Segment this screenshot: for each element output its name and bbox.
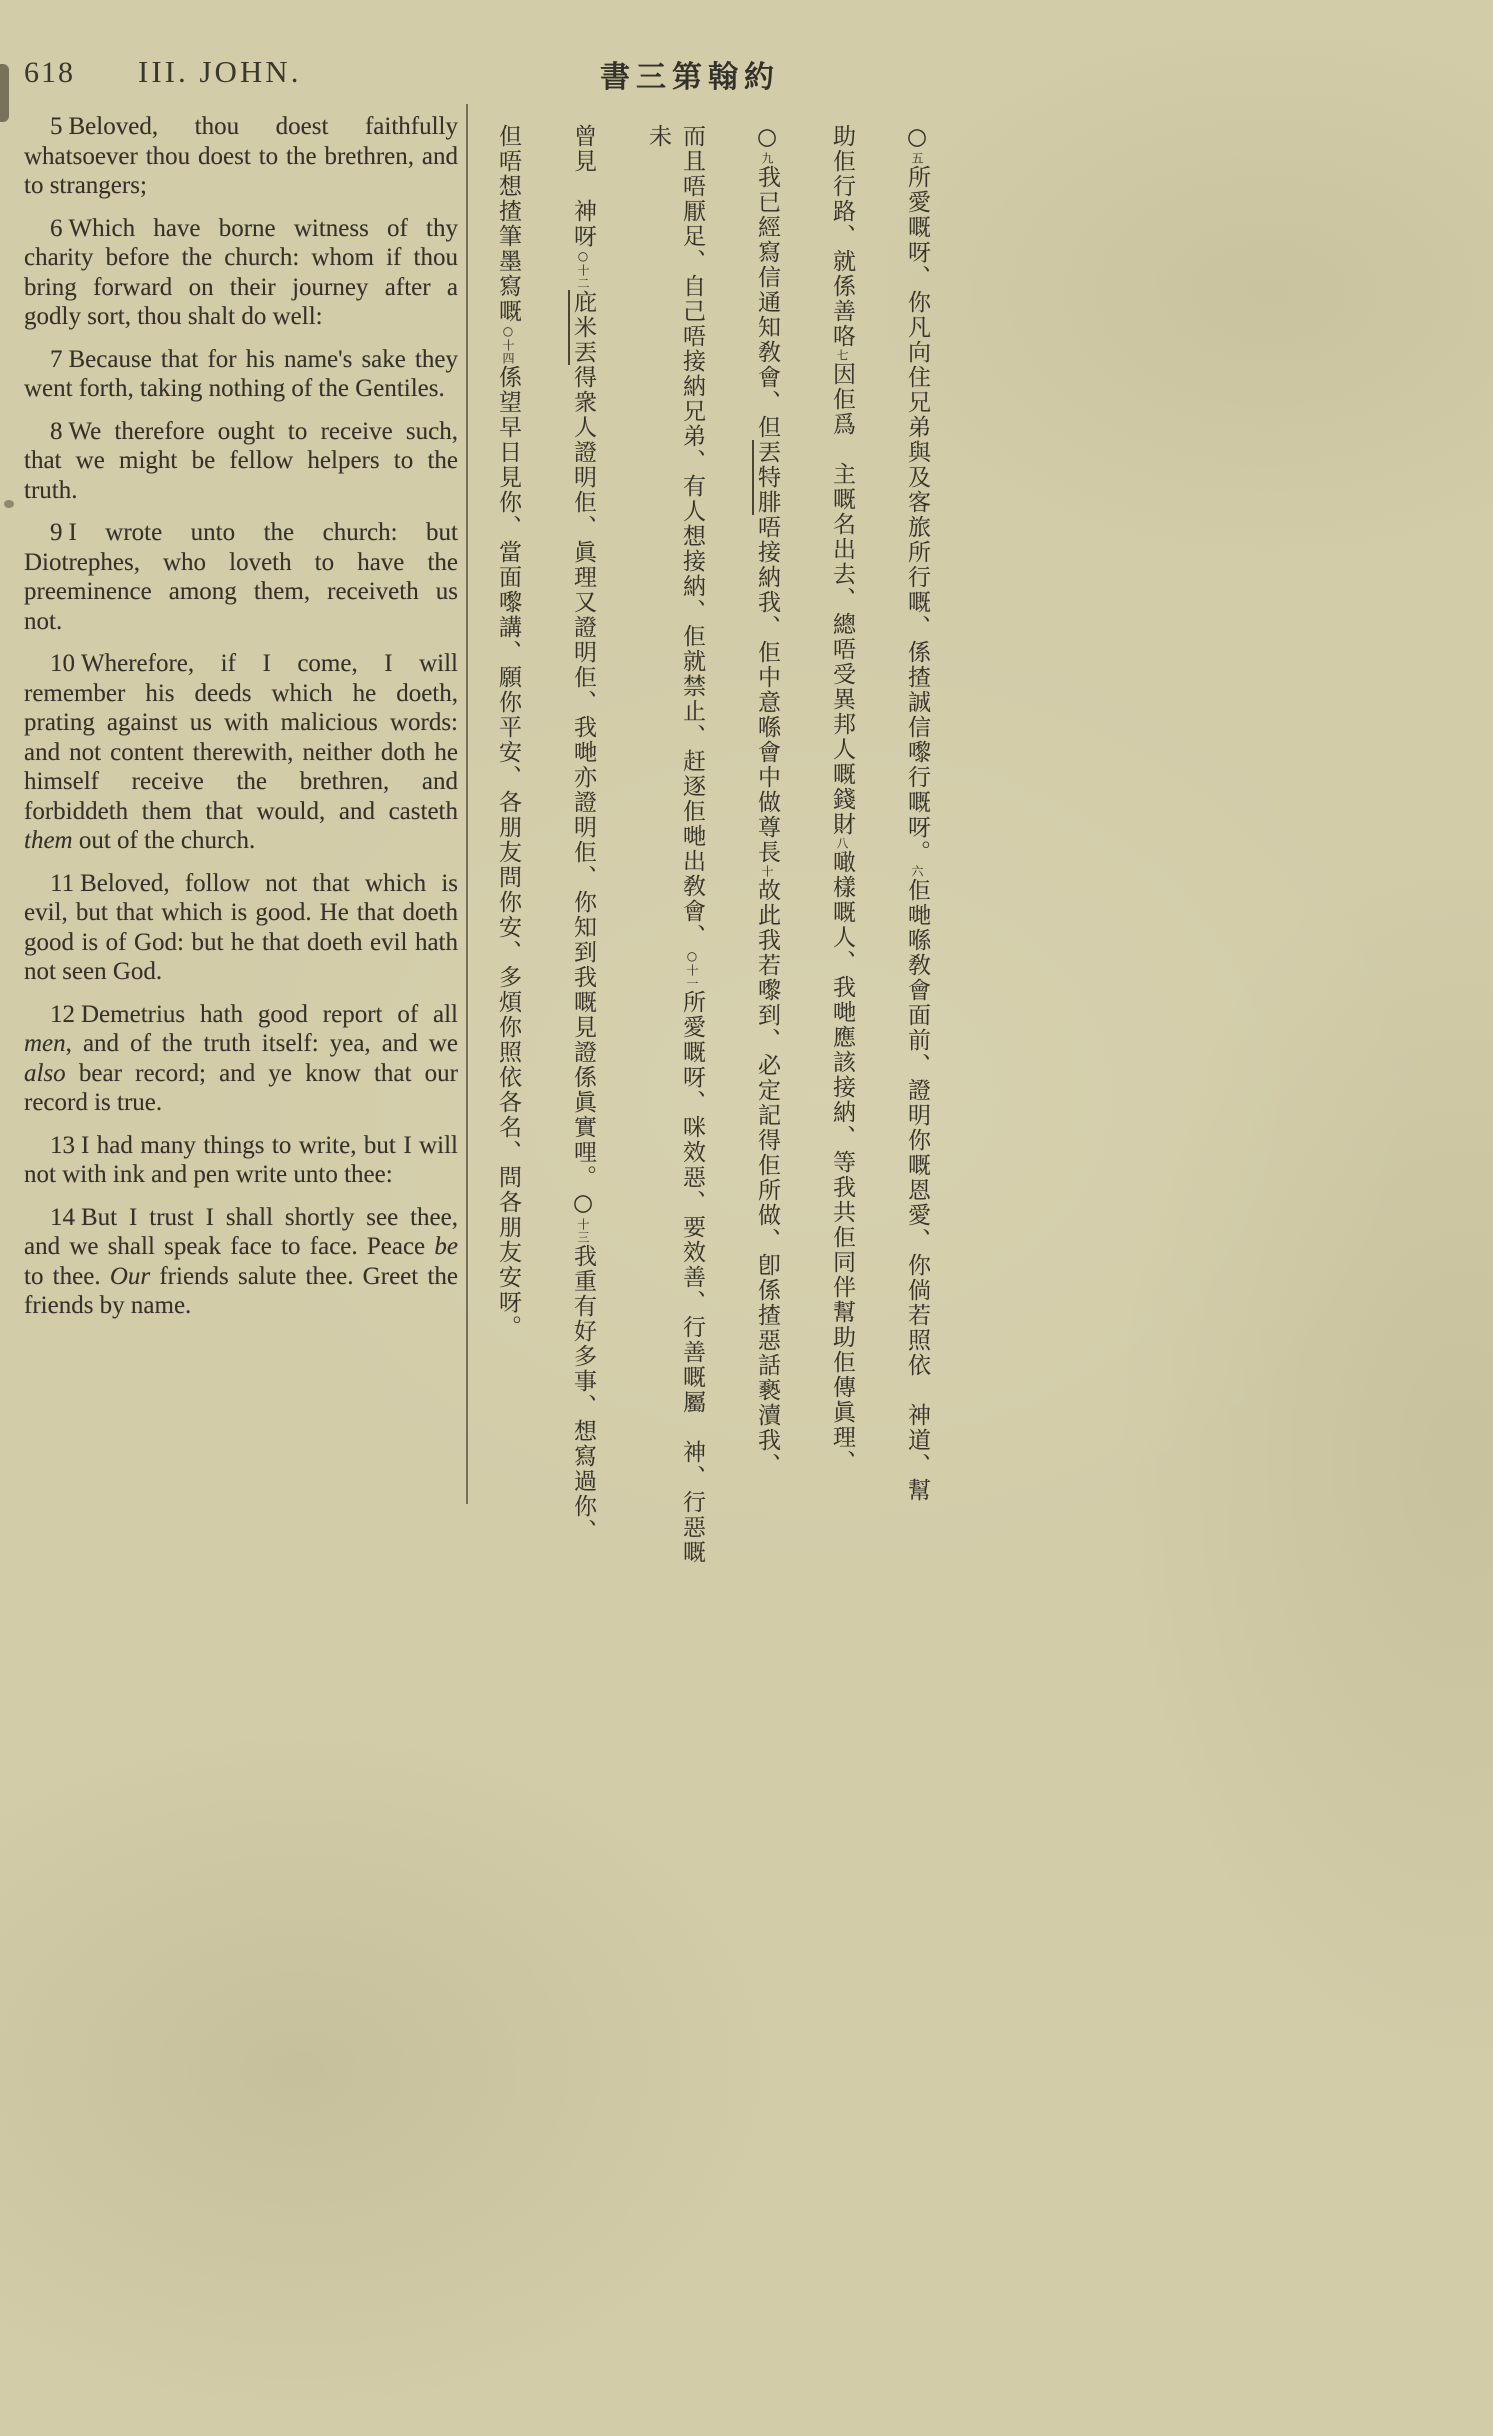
chinese-column: [641, 124, 709, 1584]
verse-paragraph: [24, 345, 458, 404]
chinese-text-run: 我重有好多事、想寫過你、: [570, 1244, 596, 1544]
chinese-text-run: 所愛嘅呀、你凡向住兄弟與及客旅所行嘅、係揸誠信嚟行嘅呀。: [904, 165, 930, 865]
chinese-text-run: 因佢爲 主嘅名出去、總唔受異邦人嘅錢財: [829, 362, 855, 837]
ink-smudge: [0, 64, 9, 122]
chinese-column: [825, 124, 859, 1584]
chinese-text-run: 唔接納我、佢中意喺會中做尊長: [754, 515, 780, 865]
verse-number-marker: 六: [910, 865, 924, 878]
verse-text: Beloved, thou doest faithfully whatsoever thou doest to the brethren, and to strangers;: [24, 113, 458, 199]
verse-number-marker: 七: [835, 349, 849, 362]
chinese-text-run: 曾見 神呀: [570, 124, 596, 249]
ink-smudge: [4, 500, 14, 508]
verse-number-marker: ○十四: [501, 324, 515, 365]
verse-paragraph: [24, 417, 458, 506]
verse-number: 12: [50, 1000, 75, 1028]
chinese-text-run: ○: [904, 124, 930, 152]
verse-number: 5: [50, 113, 63, 140]
proper-name: 丟特腓: [754, 440, 780, 515]
verse-text: But I trust I shall shortly see thee, and we shall speak face to face. Peace be to thee. Our friends salute thee. Greet the friends by name.: [24, 1203, 458, 1319]
page-number: 618: [24, 56, 75, 89]
verse-number: 7: [50, 345, 63, 373]
chinese-text-run: ○: [754, 124, 780, 152]
chinese-column: [750, 124, 784, 1584]
verse-number-marker: 十: [760, 865, 774, 878]
verse-text: Which have borne witness of thy charity before the church: whom if thou bring forward on their journey after a godly sort, thou shalt do well:: [24, 214, 458, 330]
verse-paragraph: [24, 1131, 458, 1190]
verse-paragraph: [24, 518, 458, 636]
verse-number: 11: [50, 869, 75, 897]
chinese-text-run: 得衆人證明佢、眞理又證明佢、我哋亦證明佢、你知到我嘅見證係眞實哩。○: [570, 365, 596, 1218]
verse-number: 6: [50, 214, 63, 242]
verse-paragraph: [24, 214, 458, 332]
verse-text: We therefore ought to receive such, that we might be fellow helpers to the truth.: [24, 417, 458, 504]
chinese-text-run: 我已經寫信通知敎會、但: [754, 165, 780, 440]
verse-paragraph: [24, 1203, 458, 1321]
header-title-english: III. JOHN.: [138, 54, 302, 89]
verse-number-marker: 九: [760, 152, 774, 165]
chinese-text-run: 佢哋喺敎會面前、證明你嘅恩愛、你倘若照依 神道、幫: [904, 878, 930, 1503]
chinese-text-run: 助佢行路、就係善咯: [829, 124, 855, 349]
chinese-column: [566, 124, 600, 1584]
chinese-column: [491, 124, 525, 1584]
verse-number: 8: [50, 417, 63, 445]
header-title-chinese: 書三第翰約: [600, 60, 780, 95]
column-divider: [466, 104, 468, 1504]
chinese-text-run: 而且唔厭足、自己唔接納兄弟、有人想接納、佢就禁止、赶逐佢哋出敎會、: [679, 124, 705, 949]
chinese-text-column: [478, 124, 934, 1584]
verse-number-marker: ○十一: [685, 949, 699, 990]
verse-text: Demetrius hath good report of all men, and of the truth itself: yea, and we also bear record; and ye know that our record is true.: [24, 1000, 458, 1116]
chinese-text-run: 故此我若嚟到、必定記得佢所做、卽係揸惡話褻瀆我、: [754, 878, 780, 1478]
verse-text: Beloved, follow not that which is evil, but that which is good. He that doeth good is of God: but he that doeth evil hath not seen God.: [24, 869, 458, 985]
verse-text: Because that for his name's sake they went forth, taking nothing of the Gentiles.: [24, 345, 458, 402]
verse-number: 13: [50, 1131, 75, 1159]
verse-number-marker: 五: [910, 152, 924, 165]
proper-name: 庇米丟: [570, 290, 596, 365]
verse-paragraph: [24, 112, 458, 201]
verse-text: I wrote unto the church: but Diotrephes, who loveth to have the preeminence among them, receiveth us not.: [24, 519, 458, 635]
verse-number-marker: 八: [835, 837, 849, 850]
chinese-text-run: 噉樣嘅人、我哋應該接納、等我共佢同伴幫助佢傳眞理、: [829, 850, 855, 1475]
verse-text: I had many things to write, but I will not with ink and pen write unto thee:: [24, 1131, 458, 1188]
verse-number: 14: [50, 1203, 75, 1231]
english-text-column: [24, 112, 458, 1334]
verse-number-marker: 十三: [576, 1218, 590, 1244]
chinese-text-run: 所愛嘅呀、咪效惡、要效善、行善嘅屬 神、行惡嘅未: [645, 124, 705, 1565]
chinese-column: [900, 124, 934, 1584]
verse-text: Wherefore, if I come, I will remember his deeds which he doeth, prating against us with malicious words: and not content therewith, neither doth he himself receive the brethren, and forbiddeth them that would, and casteth them out of the church.: [24, 650, 458, 854]
verse-number: 10: [50, 650, 75, 677]
chinese-text-run: 係望早日見你、當面嚟講、願你平安、各朋友問你安、多煩你照依各名、問各朋友安呀。: [495, 365, 521, 1340]
verse-paragraph: [24, 1000, 458, 1118]
verse-number: 9: [50, 519, 63, 546]
verse-number-marker: ○十二: [576, 249, 590, 290]
chinese-text-run: 但唔想揸筆墨寫嘅: [495, 124, 521, 324]
verse-paragraph: [24, 869, 458, 987]
page-header: [0, 52, 1493, 98]
verse-paragraph: [24, 649, 458, 856]
